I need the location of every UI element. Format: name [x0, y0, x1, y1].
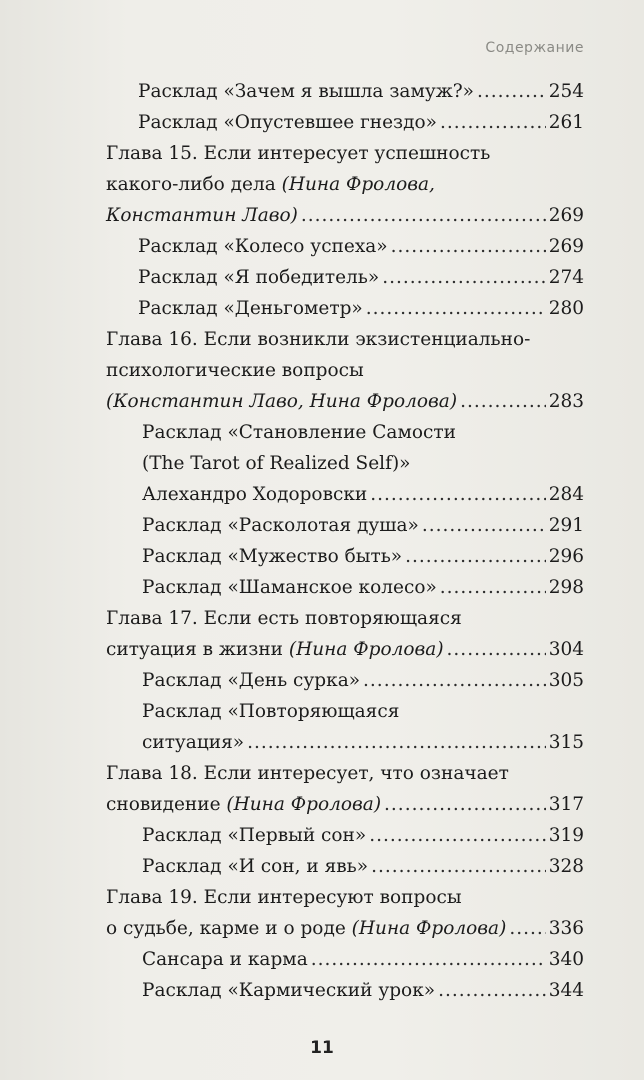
toc-entry-text — [142, 479, 367, 510]
toc-entry-line — [138, 293, 584, 324]
toc-entry-text: Расклад «Повторяющаяся — [142, 701, 400, 722]
toc-entry — [142, 510, 584, 541]
toc-entry-title: Расклад «Колесо успеха» — [138, 236, 388, 257]
toc-entry-text — [142, 820, 366, 851]
toc-page-number: 274 — [548, 267, 584, 288]
toc-entry-title: о судьбе, карме и о роде — [106, 918, 352, 939]
toc-page-number: 317 — [548, 794, 584, 815]
toc-entry-text: Глава 18. Если интересует, что означает — [106, 763, 509, 784]
toc-entry — [142, 541, 584, 572]
toc-entry-text — [142, 572, 437, 603]
toc-entry-line — [142, 696, 584, 727]
dot-leader — [382, 262, 545, 293]
toc-entry-title: Расклад «И сон, и явь» — [142, 856, 369, 877]
toc-page-number: 340 — [548, 949, 584, 970]
toc-entry-text — [106, 634, 444, 665]
toc-entry — [106, 324, 584, 417]
dot-leader — [371, 851, 546, 882]
toc-entry-title: Расклад «Шаманское колесо» — [142, 577, 437, 598]
dot-leader — [384, 789, 546, 820]
toc-entry-text: Глава 16. Если возникли экзистенциально- — [106, 329, 531, 350]
toc-entry-line — [142, 727, 584, 758]
toc-entry — [142, 696, 584, 758]
toc-entry-title: ситуация» — [142, 732, 245, 753]
toc-entry — [138, 262, 584, 293]
toc-entry-title: Расклад «Мужество быть» — [142, 546, 403, 567]
toc-entry-line — [106, 758, 584, 789]
toc-entry-line — [142, 541, 584, 572]
toc-page-number: 269 — [548, 236, 584, 257]
page-number: 11 — [310, 1038, 334, 1058]
toc-entry-line — [142, 975, 584, 1006]
toc-entry-title: Алехандро Ходоровски — [142, 484, 368, 505]
dot-leader — [447, 634, 546, 665]
toc-entry-line — [142, 479, 584, 510]
toc-page-number: 280 — [548, 298, 584, 319]
dot-leader — [438, 975, 546, 1006]
toc-page-number: 315 — [548, 732, 584, 753]
toc-page-number: 336 — [548, 918, 584, 939]
toc-entry — [142, 417, 584, 510]
toc-entry-text — [106, 913, 506, 944]
dot-leader — [440, 107, 546, 138]
toc-entry-title: Расклад «Кармический урок» — [142, 980, 436, 1001]
toc-entry — [142, 975, 584, 1006]
toc-entry-title: Расклад «Расколотая душа» — [142, 515, 419, 536]
toc-entry-text: психологические вопросы — [106, 360, 364, 381]
dot-leader — [405, 541, 546, 572]
toc-entry-text — [106, 200, 298, 231]
toc-entry-author: (Нина Фролова) — [288, 639, 444, 660]
dot-leader — [509, 913, 545, 944]
toc-entry-title: сновидение — [106, 794, 227, 815]
toc-entry-line — [142, 665, 584, 696]
toc-entry-text: Расклад «Становление Самости — [142, 422, 456, 443]
dot-leader — [311, 944, 546, 975]
toc-entry-line — [142, 417, 584, 448]
dot-leader — [460, 386, 546, 417]
toc-entry-title: Расклад «Деньгометр» — [138, 298, 363, 319]
toc-entry-line — [106, 789, 584, 820]
dot-leader — [422, 510, 546, 541]
toc-entry-title: ситуация в жизни — [106, 639, 289, 660]
toc-page-number: 284 — [548, 484, 584, 505]
toc-entry-line — [138, 107, 584, 138]
toc-page-number: 269 — [548, 205, 584, 226]
toc-page-number: 344 — [548, 980, 584, 1001]
dot-leader — [247, 727, 546, 758]
toc-page-number: 328 — [548, 856, 584, 877]
toc-entry — [142, 572, 584, 603]
toc-entry-text — [106, 386, 457, 417]
toc-page-number: 319 — [548, 825, 584, 846]
toc-entry-line — [142, 944, 584, 975]
toc-entry — [142, 944, 584, 975]
toc-page-number: 305 — [548, 670, 584, 691]
toc-page-number: 261 — [548, 112, 584, 133]
toc-page-number: 298 — [548, 577, 584, 598]
toc-entry-text: какого-либо дела — [106, 174, 282, 195]
dot-leader — [369, 820, 545, 851]
toc-entry-line — [142, 572, 584, 603]
toc-entry-line — [106, 324, 584, 355]
toc-entry-author: (Нина Фролова) — [226, 794, 382, 815]
dot-leader — [301, 200, 546, 231]
toc-entry-line — [106, 138, 584, 169]
toc-entry-title: Расклад «Первый сон» — [142, 825, 367, 846]
toc-entry-text: (The Tarot of Realized Self)» — [142, 453, 411, 474]
dot-leader — [477, 76, 546, 107]
toc-page-number: 304 — [548, 639, 584, 660]
toc-entry-line — [106, 634, 584, 665]
dot-leader — [363, 665, 546, 696]
toc-entry-text — [142, 944, 308, 975]
dot-leader — [391, 231, 546, 262]
toc-entry-line — [142, 448, 584, 479]
toc-entry-author: (Нина Фролова) — [351, 918, 507, 939]
toc-entry — [138, 293, 584, 324]
toc-entry — [142, 665, 584, 696]
toc-entry-line — [138, 231, 584, 262]
dot-leader — [370, 479, 545, 510]
dot-leader — [366, 293, 546, 324]
toc-entry-line — [106, 386, 584, 417]
toc-entry-title: Сансара и карма — [142, 949, 308, 970]
toc-entry-author: (Нина Фролова, — [281, 174, 435, 195]
toc-entry — [106, 882, 584, 944]
toc-entry-text — [138, 293, 363, 324]
toc-entry-line — [138, 76, 584, 107]
toc-entry-text — [142, 975, 435, 1006]
toc-entry — [138, 231, 584, 262]
toc-page-number: 254 — [548, 81, 584, 102]
toc-page-number: 283 — [548, 391, 584, 412]
running-head: Содержание — [485, 40, 584, 56]
toc-entry-text — [106, 789, 381, 820]
toc-entry-line — [142, 510, 584, 541]
toc-entry-text — [138, 231, 388, 262]
toc-entry-line — [106, 169, 584, 200]
toc-entry-line — [138, 262, 584, 293]
toc-entry-title: Расклад «Зачем я вышла замуж?» — [138, 81, 474, 102]
toc-entry-title: Расклад «Опустевшее гнездо» — [138, 112, 437, 133]
toc-entry — [142, 851, 584, 882]
toc-entry-line — [106, 913, 584, 944]
toc-page-number: 291 — [548, 515, 584, 536]
toc-entry-title: Расклад «День сурка» — [142, 670, 361, 691]
toc-entry-text — [142, 851, 368, 882]
toc-entry-line — [106, 200, 584, 231]
toc-entry-text — [138, 107, 437, 138]
dot-leader — [440, 572, 546, 603]
toc-entry — [142, 820, 584, 851]
toc-entry-line — [142, 851, 584, 882]
toc-entry-text — [142, 541, 402, 572]
toc-entry — [138, 107, 584, 138]
toc-entry-text — [142, 510, 419, 541]
toc-entry-line — [106, 603, 584, 634]
toc-entry-text: Глава 17. Если есть повторяющаяся — [106, 608, 462, 629]
toc-entry — [138, 76, 584, 107]
toc-entry — [106, 758, 584, 820]
toc-entry-author: (Константин Лаво, Нина Фролова) — [106, 391, 458, 412]
toc-entry — [106, 138, 584, 231]
toc-entry-line — [106, 355, 584, 386]
toc-entry-author: Константин Лаво) — [106, 205, 298, 226]
toc-entry-title: Расклад «Я победитель» — [138, 267, 380, 288]
toc-entry-text: Глава 15. Если интересует успешность — [106, 143, 491, 164]
toc-entry-text — [138, 76, 474, 107]
toc-entry-line — [106, 882, 584, 913]
toc-entry-text: Глава 19. Если интересуют вопросы — [106, 887, 462, 908]
toc-entry — [106, 603, 584, 665]
toc-entry-line — [142, 820, 584, 851]
toc-entry-text — [142, 665, 360, 696]
toc-page-number: 296 — [548, 546, 584, 567]
toc-entry-text — [138, 262, 379, 293]
toc-entry-text — [142, 727, 244, 758]
